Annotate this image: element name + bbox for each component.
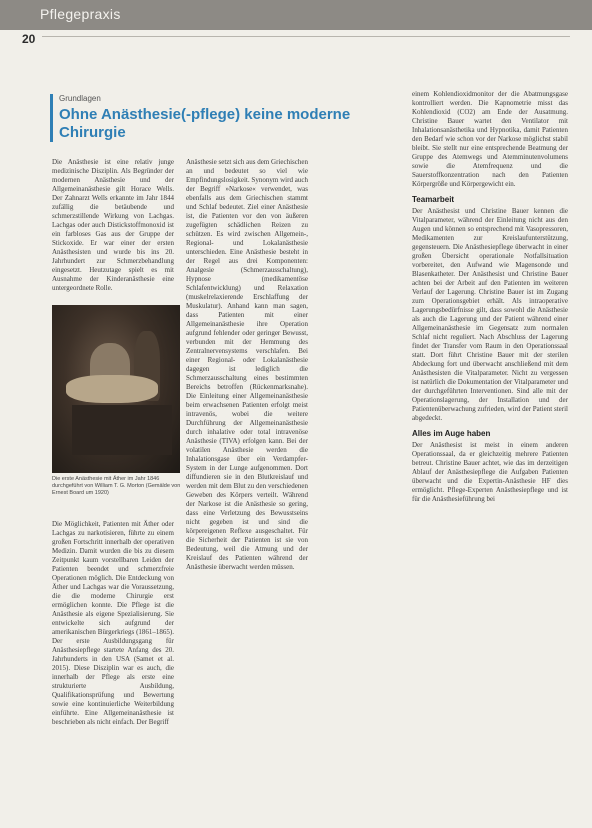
column-2-body xyxy=(186,158,308,576)
image-caption: Die erste Anästhesie mit Äther im Jahr 1846 durchgeführt von William T. G. Morton (Gemälde von Ernest Board um 1920) xyxy=(52,476,181,496)
body-paragraph: Anästhesie setzt sich aus dem Griechischen an und bedeutet so viel wie Empfindungslosigkeit. Synonym wird auch der Begriff »Narkose« verwendet, was ebenfalls aus dem Griechischen stammt und Schlaf bedeutet. Ziel einer Anästhesie ist, die Patienten vor den von äußeren zugefügten schädlichen Reizen zu schützen. Es wird zwischen Allgemein-, Regional- und Lokalanästhesie unterschieden. Eine Anästhesie besteht in der Regel aus drei Komponenten: Analgesie (Schmerzausschaltung), Hypnose (medikamentöse Schlafentwicklung) und Relaxation (muskelrelaxierende Erschlaffung der Muskulatur). Anhand kann man sagen, dass Patienten mit einer Allgemeinanästhesie ihre Operation aufgrund fehlender oder geringer Bewusst, verbunden mit der Hemmung des Zentralnervensystems verschlafen. Bei einer Regional- oder Lokalanästhesie dagegen ist lediglich die Schmerzausschaltung eines bestimmten Bereichs betroffen (Rückenmarksnahe). Die Einleitung einer Allgemeinanästhesie beim erwachsenen Patienten erfolgt meist intravenös, wobei die weitere Durchführung der Allgemeinanästhesie durch inhalative oder total intravenöse Anästhesie (TIVA) erfolgen kann. Bei der volatilen Anästhesie werden die Inhalationsgase über ein Verdampfer-System in der Lunge aufgenommen. Dort diffundieren sie in den Blutkreislauf und werden mit dem Blut zu den verschiedenen Geweben des Körpers verteilt. Während der Narkose ist die Anästhesie so gering, dass eine Verletzung des Bewusstseins nicht gegeben ist und sind die körpereigenen Reflexe ausgeschaltet. Für die Sicherheit der Patienten ist sie von Bedeutung, weil die Atmung und der Kreislauf des Patienten während der Anästhesie überwacht werden müssen. xyxy=(186,158,308,571)
body-paragraph: Der Anästhesist ist meist in einem anderen Operationssaal, da er gleichzeitig mehrere Patienten betreut. Christine Bauer achtet, wie das im derzeitigen Ablauf der Anästhesiepflege die Aufgaben Patienten überwacht und die Expertin-Anästhesie HF dies ermöglicht. Pflege-Experten Anästhesiepflege und ist für die Anästhesieführung bei xyxy=(412,441,568,503)
subheading-alles-im-auge: Alles im Auge haben xyxy=(412,429,491,438)
column-3-body xyxy=(412,90,568,508)
column-1-intro xyxy=(52,158,174,297)
page-number: 20 xyxy=(22,32,36,46)
painting-figure xyxy=(72,405,172,455)
page-header xyxy=(0,0,592,30)
painting-figure xyxy=(66,375,158,403)
subheading-teamarbeit: Teamarbeit xyxy=(412,195,455,204)
article-kicker: Grundlagen xyxy=(59,94,101,103)
article-title: Ohne Anästhesie(-pflege) keine moderne Chirurgie xyxy=(59,106,351,141)
body-paragraph: Die Möglichkeit, Patienten mit Äther oder Lachgas zu narkotisieren, führte zu einem großen Fortschritt innerhalb der operativen Medizin. Damit wurden die bis zu diesem Zeitpunkt kaum vorstellbaren Leiden der Patienten beendet und schmerzfreie Operationen möglich. Die Entdeckung von Äther und Lachgas war die Voraussetzung, die die moderne Chirurgie erst ermöglichen konnte. Die Pflege ist die Anästhesie als eigene Spezialisierung. Sie entwickelte sich aufgrund der amerikanischen Bürgerkriegs (1861–1865). Der erste Ausbildungsgang für Anästhesiepflege startete Anfang des 20. Jahrhunderts in den USA (Samet et al. 2015). Diese Disziplin war es auch, die innerhalb der Pflege als erste eine strukturierte Ausbildung, Qualifikationsprüfung und Bewertung sowie eine kontinuierliche Weiterbildung einführte. Eine Allgemeinanästhesie ist beschrieben als nicht einfach. Der Begriff xyxy=(52,520,174,726)
article-title-block xyxy=(50,94,359,142)
intro-paragraph: Die Anästhesie ist eine relativ junge medizinische Disziplin. Als Begründer der modernen Anästhesie und der Allgemeinanästhesie gilt Horace Wells. Der Zahnarzt Wells erkannte im Jahr 1844 zufällig die betäubende und schmerzstillende Wirkung von Lachgas. Lachgas oder auch Distickstoffmonoxid ist ein farbloses Gas aus der Gruppe der Stickoxide. Er war einer der ersten Anästhesisten und wurde bis ins 20. Jahrhundert zur Schmerzbehandlung eingesetzt. Heutzutage spielt es mit Ausnahme der Kinderanästhesie eine untergeordnete Rolle. xyxy=(52,158,174,292)
section-title: Pflegepraxis xyxy=(40,6,121,22)
column-1-body xyxy=(52,520,174,731)
historical-painting-image xyxy=(52,305,180,473)
body-paragraph: einem Kohlendioxidmonitor der die Abatmungsgase kontrolliert werden. Die Kapnometrie misst das Kohlendioxid (CO2) am Ende der Ausatmung. Christine Bauer wartet den Ventilator mit Inhalationsanästhetika und Hypnotika, damit Patienten den Bedarf wie schon vor der Narkose möglichst stabil bleibt. Sie stellt nur eine entsprechende Beatmung der Gruppe des Atemwegs und Atemminutenvolumens sowie die Atemfrequenz und die Sauerstoffkonzentration nach den Patienten Körpergröße und Körpergewicht ein. xyxy=(412,90,568,188)
running-header-line xyxy=(42,34,570,37)
body-paragraph: Der Anästhesist und Christine Bauer kennen die Vitalparameter, während der Einleitung nicht aus den Augen und können so entsprechend mit Vasopressoren, Medikamenten zur Kreislaufunterstützung, gegensteuern. Die Anästhesiepflege überwacht in einer großen Übersicht operationale Notfallsituation vorbereitet, den Aufwand wie Magensonde und Blasenkatheter. Der Anästhesist und Christine Bauer achten bei der Arbeit auf den Patienten im weiteren Verlauf der Lagerung. Christine Bauer ist im Zugang zum Operationsgebiet erhält. Als intraoperative Lagerungsbedürfnisse gilt, dass sowohl die Anästhesie als auch die Lagerung und der Patient während einer Allgemeinanästhesie im Gegensatz zum normalen Schlaf nicht reguliert. Nach Abschluss der Lagerung findet der Transfer vom Raum in den Operationssaal statt. Dort führt Christine Bauer mit der sterilen Abdeckung fort und überwacht anschließend mit dem Anästhesisten die Vitalparameter. Nicht zu vergessen ist natürlich die Dokumentation der Vitalparameter und der durchgeführten Interventionen. Sind alle mit der Operationslagerung, der Installation und der Patientenüberwachung zufrieden, wird der Patient steril abgedeckt. xyxy=(412,207,568,422)
